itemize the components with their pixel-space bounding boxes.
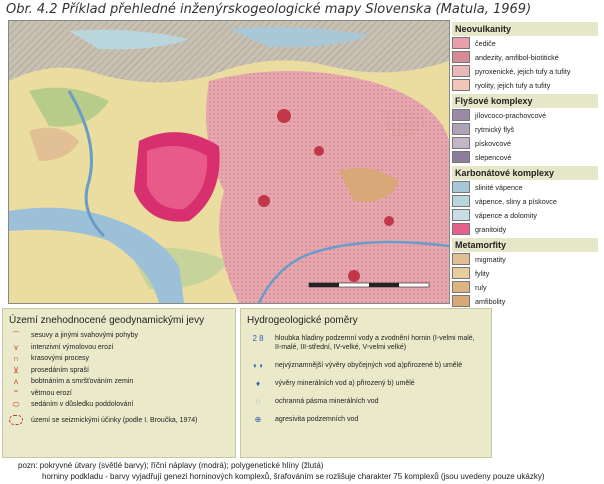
legend-item: amfibolity [452, 294, 598, 308]
list-item: ♦ vývěry minerálních vod a) přirozený b) umělé [241, 374, 491, 392]
geological-map[interactable] [8, 20, 450, 304]
list-item: ⌒ sesuvy a jinými svahovými pohyby [3, 330, 235, 342]
legend-item: granitoidy [452, 222, 598, 236]
legend-swatch [452, 123, 470, 135]
legend-swatch [452, 109, 470, 121]
legend-item: andezity, amfibol-biotitické [452, 50, 598, 64]
legend-item: vápence a dolomity [452, 208, 598, 222]
list-item: ⌃ větrnou erozí [3, 388, 235, 400]
list-item: ◐◑ nejvýznamnější vývěry obyčejných vod a)přirozené b) umělé [241, 356, 491, 374]
hydro-panel [240, 308, 492, 458]
list-item: ∩ krasovými procesy [3, 353, 235, 365]
list-item: ʌ bobtnáním a smršťováním zemin [3, 376, 235, 388]
legend-group-flys [452, 94, 598, 164]
legend-swatch [452, 151, 470, 163]
legend-swatch [452, 209, 470, 221]
erosion-icon: ⋎ [13, 342, 19, 352]
legend-group-metamorfity [452, 238, 598, 308]
hydro-title: Hydrogeologické poměry [247, 315, 358, 326]
groundwater-depth-icon: 2 8 [252, 334, 264, 343]
legend-group-title: Flyšové komplexy [452, 94, 598, 108]
legend-item: pískovcové [452, 136, 598, 150]
legend-swatch [452, 79, 470, 91]
legend-swatch [452, 223, 470, 235]
loess-subsidence-icon: ⊻ [13, 365, 19, 375]
map-canvas [9, 21, 449, 303]
list-item: ⬭ sedáním v důsledku poddolování [3, 399, 235, 411]
legend-swatch [452, 181, 470, 193]
legend-swatch [452, 37, 470, 49]
aggressive-water-icon: ⊕ [254, 414, 262, 424]
footnote-line: pozn: pokryvné útvary (světlé barvy); říční náplavy (modrá); polygenetické hlíny (žlutá) [18, 461, 324, 470]
legend-group-title: Karbonátové komplexy [452, 166, 598, 180]
legend-swatch [452, 281, 470, 293]
legend-group-neovulkanity [452, 22, 598, 92]
legend-group-karbonat [452, 166, 598, 236]
legend-item: slepencové [452, 150, 598, 164]
legend-swatch [452, 195, 470, 207]
legend-swatch [452, 267, 470, 279]
legend-item: čediče [452, 36, 598, 50]
legend-item: migmatity [452, 252, 598, 266]
legend-item: vápence, sliny a pískovce [452, 194, 598, 208]
legend-item: fylity [452, 266, 598, 280]
list-item: ◌ ochranná pásma minerálních vod [241, 392, 491, 410]
geodynamic-panel [2, 308, 236, 458]
list-item: ⋎ intenzivní výmolovou erozí [3, 342, 235, 354]
seismic-icon [9, 415, 23, 425]
legend-group-title: Neovulkanity [452, 22, 598, 36]
legend-swatch [452, 295, 470, 307]
swelling-icon: ʌ [14, 377, 18, 387]
list-item: území se seizmickými účinky (podle I. Broučka, 1974) [3, 415, 235, 427]
legend-item: pyroxenické, jejich tufy a tufity [452, 64, 598, 78]
list-item: 2 8 hloubka hladiny podzemní vody a zvodnění hornin (I-velmi malé, II-malé, III-střední, IV-velké, V-velmi velké) [241, 330, 491, 356]
legend-swatch [452, 137, 470, 149]
legend-group-title: Metamorfity [452, 238, 598, 252]
footnote-line: horniny podkladu - barvy vyjadřují genezi horninových komplexů, šrafováním se rozlišuje charakter 75 komplexů (jsou uvedeny pouze ukázky) [42, 472, 545, 481]
list-item: ⊻ prosedáním spraší [3, 365, 235, 377]
legend-item: slinité vápence [452, 180, 598, 194]
geodynamic-title: Území znehodnocené geodynamickými jevy [9, 315, 205, 326]
karst-icon: ∩ [13, 354, 19, 364]
landslide-icon: ⌒ [12, 331, 20, 341]
legend-item: ryolity, jejich tufy a tufity [452, 78, 598, 92]
mineral-spring-icon: ♦ [255, 378, 261, 388]
legend-item: rytmický flyš [452, 122, 598, 136]
figure-title: Obr. 4.2 Příklad přehledné inženýrskogeologické mapy Slovenska (Matula, 1969) [6, 2, 532, 17]
map-legend [452, 20, 598, 306]
spring-icon: ◐◑ [253, 360, 263, 370]
protection-zone-icon: ◌ [255, 396, 261, 406]
legend-item: ruly [452, 280, 598, 294]
wind-erosion-icon: ⌃ [12, 388, 20, 398]
legend-swatch [452, 253, 470, 265]
footnote [18, 460, 544, 482]
legend-item: jílovcoco-prachovcové [452, 108, 598, 122]
list-item: ⊕ agresivita podzemních vod [241, 410, 491, 428]
legend-swatch [452, 65, 470, 77]
mining-subsidence-icon: ⬭ [12, 399, 20, 409]
legend-swatch [452, 51, 470, 63]
